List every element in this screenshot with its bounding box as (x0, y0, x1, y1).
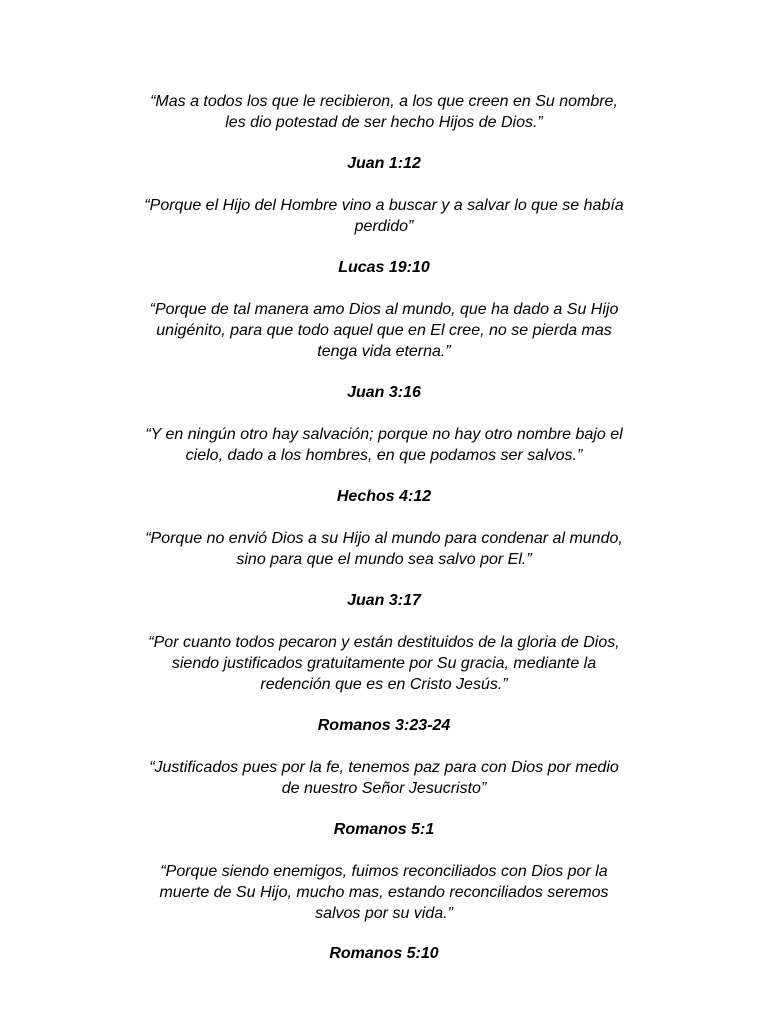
verse-2-line-2: perdido” (354, 218, 414, 235)
verse-1-line-2: les dio potestad de ser hecho Hijos de Dios.” (225, 114, 543, 131)
verse-3-line-2: unigénito, para que todo aquel que en El cree, no se pierda mas (156, 322, 612, 339)
verse-8-reference: Romanos 5:10 (329, 945, 439, 962)
verse-8-line-3: salvos por su vida.” (315, 905, 453, 922)
verse-6-line-1: “Por cuanto todos pecaron y están destituidos de la gloria de Dios, (148, 634, 620, 651)
verse-1-reference: Juan 1:12 (347, 155, 421, 172)
verse-3-line-3: tenga vida eterna.” (317, 343, 451, 360)
verse-3-reference: Juan 3:16 (347, 384, 421, 401)
verse-4-line-1: “Y en ningún otro hay salvación; porque no hay otro nombre bajo el (145, 426, 623, 443)
verse-7-line-2: de nuestro Señor Jesucristo” (281, 780, 487, 797)
verse-5-reference: Juan 3:17 (347, 592, 421, 609)
verse-7-line-1: “Justificados pues por la fe, tenemos paz para con Dios por medio (149, 759, 619, 776)
verse-6-reference: Romanos 3:23-24 (317, 717, 451, 734)
verse-4-reference: Hechos 4:12 (336, 488, 432, 505)
verse-2-reference: Lucas 19:10 (338, 259, 430, 276)
verse-2-line-1: “Porque el Hijo del Hombre vino a buscar y a salvar lo que se había (144, 197, 624, 214)
verse-8-line-2: muerte de Su Hijo, mucho mas, estando reconciliados seremos (159, 884, 609, 901)
verse-1-line-1: “Mas a todos los que le recibieron, a los que creen en Su nombre, (150, 93, 618, 110)
verse-5-line-1: “Porque no envió Dios a su Hijo al mundo para condenar al mundo, (145, 530, 623, 547)
verse-3-line-1: “Porque de tal manera amo Dios al mundo, que ha dado a Su Hijo (149, 301, 619, 318)
verse-5-line-2: sino para que el mundo sea salvo por El.” (236, 551, 532, 568)
verse-6-line-2: siendo justificados gratuitamente por Su gracia, mediante la (171, 655, 597, 672)
verse-7-reference: Romanos 5:1 (333, 821, 435, 838)
verse-4-line-2: cielo, dado a los hombres, en que podamos ser salvos.” (185, 447, 583, 464)
verse-8-line-1: “Porque siendo enemigos, fuimos reconciliados con Dios por la (160, 863, 608, 880)
verse-6-line-3: redención que es en Cristo Jesús.” (260, 676, 508, 693)
